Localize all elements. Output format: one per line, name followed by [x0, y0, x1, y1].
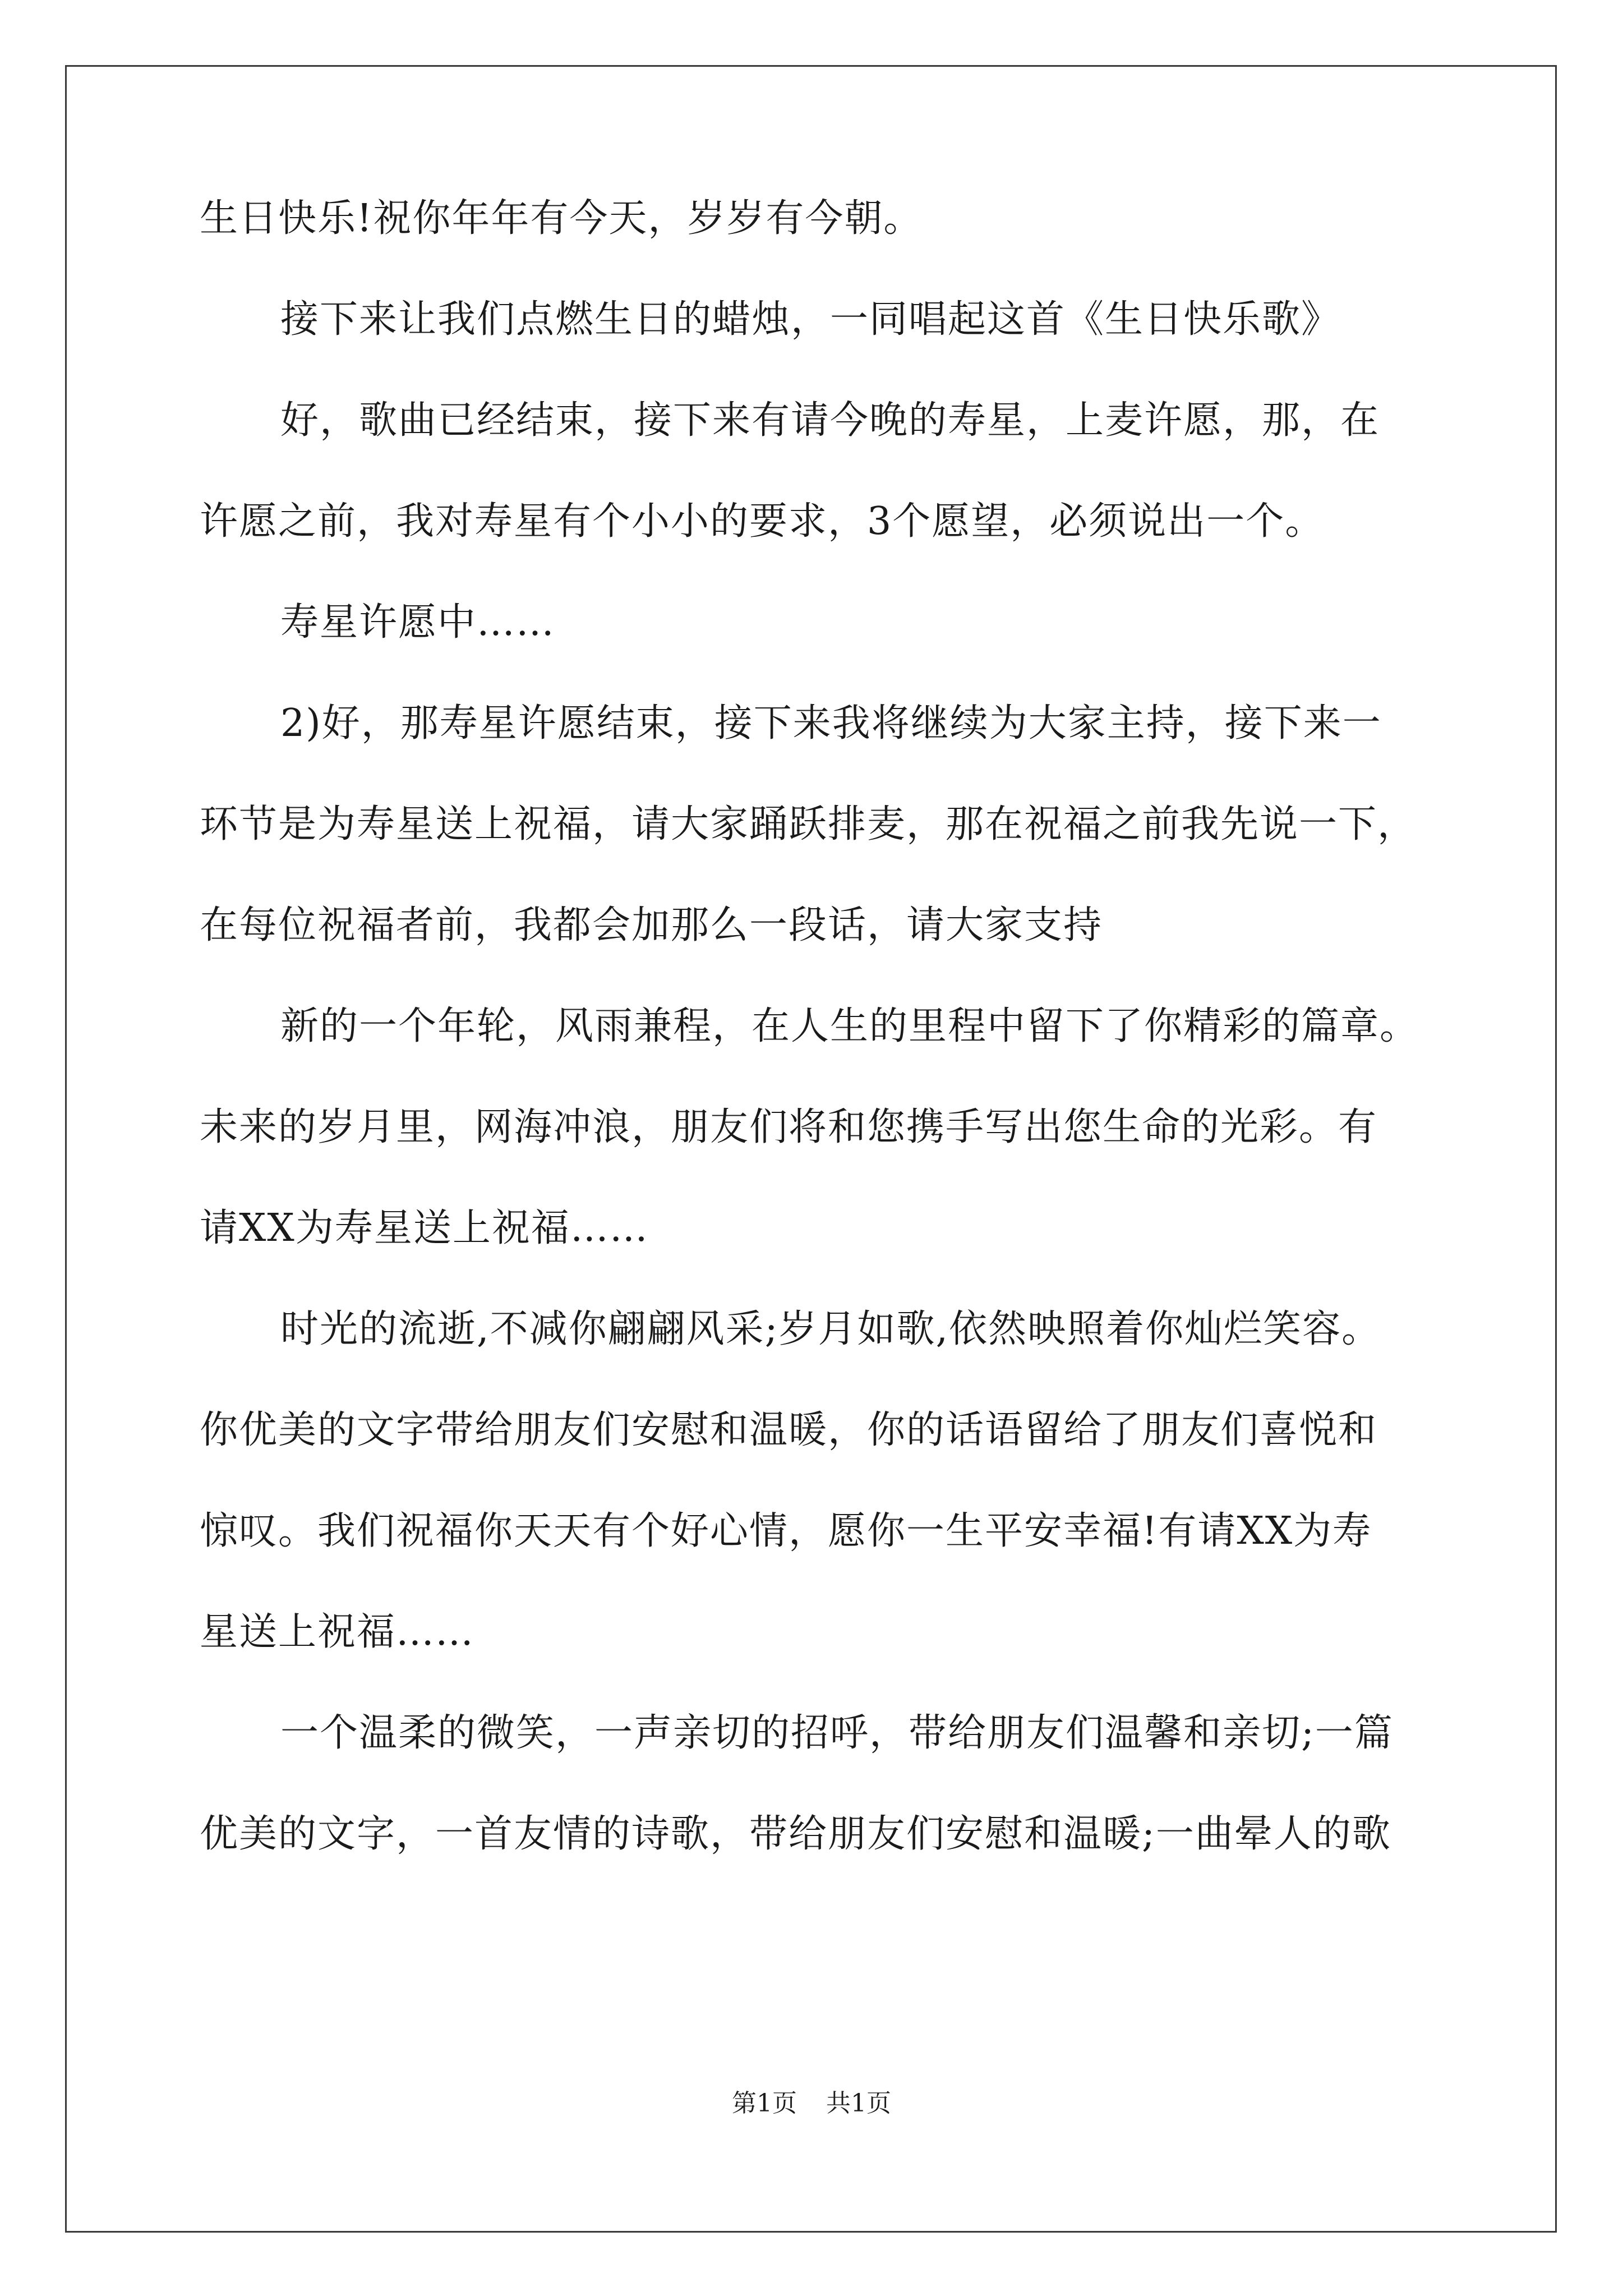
text-line: 星送上祝福……	[200, 1610, 475, 1654]
text-line: 接下来让我们点燃生日的蜡烛，一同唱起这首《生日快乐歌》	[280, 297, 1341, 342]
page-total: 共1页	[826, 2089, 891, 2118]
text-line: 请XX为寿星送上祝福……	[200, 1206, 649, 1250]
text-line: 你优美的文字带给朋友们安慰和温暖，你的话语留给了朋友们喜悦和	[200, 1408, 1378, 1452]
text-line: 好，歌曲已经结束，接下来有请今晚的寿星，上麦许愿，那，在	[280, 398, 1380, 443]
text-line: 惊叹。我们祝福你天天有个好心情，愿你一生平安幸福!有请XX为寿	[200, 1509, 1372, 1553]
text-line: 新的一个年轮，风雨兼程，在人生的里程中留下了你精彩的篇章。	[280, 1004, 1419, 1048]
document-body	[200, 168, 1439, 1885]
text-line: 一个温柔的微笑，一声亲切的招呼，带给朋友们温馨和亲切;一篇	[280, 1711, 1394, 1755]
text-line: 环节是为寿星送上祝福，请大家踊跃排麦，那在祝福之前我先说一下，	[200, 802, 1417, 846]
text-line: 许愿之前，我对寿星有个小小的要求，3个愿望，必须说出一个。	[200, 499, 1325, 544]
text-line: 优美的文字，一首友情的诗歌，带给朋友们安慰和温暖;一曲晕人的歌	[200, 1812, 1391, 1856]
text-line: 生日快乐!祝你年年有今天，岁岁有今朝。	[200, 196, 923, 241]
text-line: 在每位祝福者前，我都会加那么一段话，请大家支持	[200, 903, 1103, 947]
page-footer	[0, 2087, 1623, 2120]
text-line: 2)好，那寿星许愿结束，接下来我将继续为大家主持，接下来一	[280, 701, 1382, 746]
page-number: 第1页	[732, 2089, 797, 2118]
text-line: 时光的流逝,不减你翩翩风采;岁月如歌,依然映照着你灿烂笑容。	[280, 1307, 1381, 1351]
text-line: 寿星许愿中……	[280, 600, 556, 645]
text-line: 未来的岁月里，网海冲浪，朋友们将和您携手写出您生命的光彩。有	[200, 1105, 1378, 1149]
